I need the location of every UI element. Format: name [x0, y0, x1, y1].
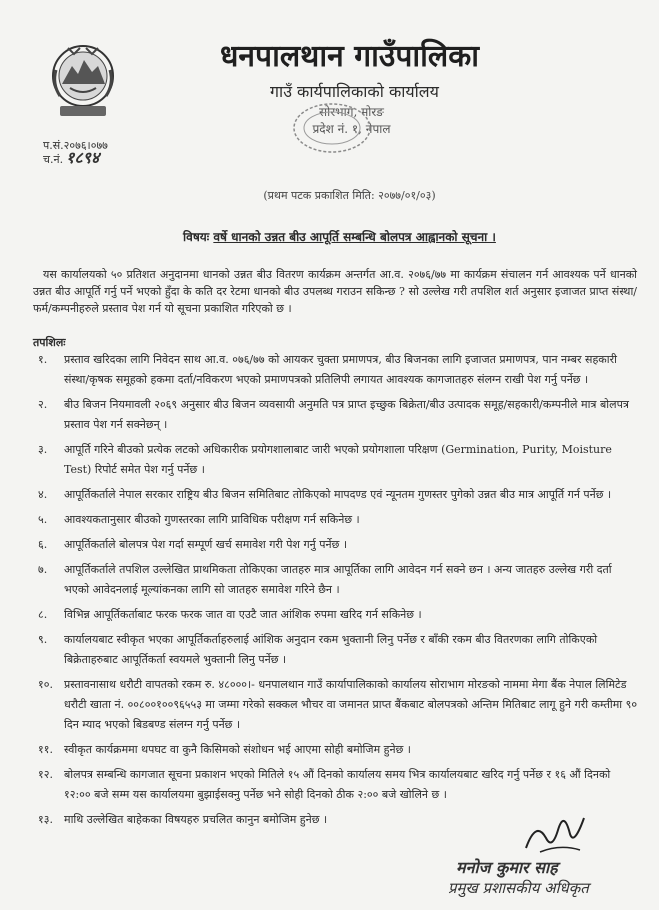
item-text: कार्यालयबाट स्वीकृत भएका आपूर्तिकर्ताहरुलाई आंशिक अनुदान रकम भुक्तानी लिनु पर्नेछ र बाँकी रकम बीउ वितरणका लागि तोकिएको बिक्रेताहरुबाट आपूर्तिकर्ता स्वयमले भुक्तानी लिनु पर्नेछ ।: [64, 633, 598, 666]
reference-number: प.सं.२०७६।०७७: [43, 139, 108, 152]
item-text: विभिन्न आपूर्तिकर्ताबाट फरक फरक जात वा एउटै जात आंशिक रुपमा खरिद गर्न सकिनेछ ।: [64, 608, 422, 621]
dispatch-label: च.नं.: [43, 153, 64, 166]
item-text: माथि उल्लेखित बाहेकका विषयहरु प्रचलित कानुन बमोजिम हुनेछ ।: [64, 813, 328, 826]
subject-text: वर्षे धानको उन्नत बीउ आपूर्ति सम्बन्धि बोलपत्र आह्वानको सूचना ।: [213, 230, 496, 244]
conditions-heading: तपशिलः: [33, 336, 66, 349]
item-text: आवश्यकतानुसार बीउको गुणस्तरका लागि प्राविधिक परीक्षण गर्न सकिनेछ ।: [64, 513, 360, 526]
office-stamp-icon: [290, 100, 374, 156]
notice-subject: [0, 228, 659, 245]
list-item: [38, 395, 638, 435]
municipality-title: धनपालथान गाउँपालिका: [219, 39, 480, 74]
item-text: आपूर्तिकर्ताले बोलपत्र पेश गर्दा सम्पूर्ण खर्च समावेश गरी पेश गर्नु पर्नेछ ।: [64, 538, 348, 551]
item-text: बीउ बिजन नियमावली २०६९ अनुसार बीउ बिजन व्यवसायी अनुमति पत्र प्राप्त इच्छुक बिक्रेता/बीउ उत्पादक समूह/सहकारी/कम्पनीले मात्र बोलपत्र प्रस्ताव पेश गर्न सक्नेछन् ।: [64, 398, 629, 431]
item-number: १.: [38, 353, 48, 366]
intro-paragraph: यस कार्यालयको ५० प्रतिशत अनुदानमा धानको उन्नत बीउ वितरण कार्यक्रम अन्तर्गत आ.व. २०७६/७७ मा कार्यक्रम संचालन गर्न आवश्यक पर्ने धानको उन्नत बीउ आपूर्ति गर्नु पर्ने भएको हुँदा के कति दर रेटमा धानको बीउ उपलब्ध गराउन सकिन्छ ? सो उल्लेख गरी तपशिल शर्त अनुसार इजाजत प्राप्त संस्था/फर्म/कम्पनीहरुले प्रस्ताव पेश गर्न यो सूचना प्रकाशित गरिएको छ ।: [33, 268, 637, 315]
item-text: स्वीकृत कार्यक्रममा थपघट वा कुनै किसिमको संशोधन भई आएमा सोही बमोजिम हुनेछ ।: [64, 743, 411, 756]
list-item: [38, 765, 638, 805]
list-item: [38, 630, 638, 670]
item-number: २.: [38, 398, 48, 411]
list-item: [38, 560, 638, 600]
item-number: ८.: [38, 608, 48, 621]
list-item: [38, 440, 638, 480]
list-item: [38, 350, 638, 390]
address-line-1: सोरभाग, मोरङ: [319, 105, 384, 119]
publication-date: (प्रथम पटक प्रकाशित मिति: २०७७/०१/०३): [263, 189, 436, 202]
item-text: आपूर्तिकर्ताले तपशिल उल्लेखित प्राथमिकता तोकिएका जातहरु मात्र आपूर्तिका लागि आवेदन गर्न सक्ने छन । अन्य जातहरु उल्लेख गरी दर्ता भएको आवेदनलाई मूल्यांकनका लागि सो जातहरु समावेश गरिने छैन ।: [64, 563, 612, 596]
item-number: ६.: [38, 538, 48, 551]
signatory-designation: प्रमुख प्रशासकीय अधिकृत: [448, 879, 589, 897]
list-item: [38, 535, 638, 555]
list-item: [38, 510, 638, 530]
item-number: १३.: [38, 813, 53, 826]
item-number: ११.: [38, 743, 53, 756]
item-number: ९.: [38, 633, 48, 646]
item-number: ३.: [38, 443, 48, 456]
signatory-name: मनोज कुमार साह: [456, 858, 558, 877]
item-text: आपूर्ति गरिने बीउको प्रत्येक लटको अधिकारीक प्रयोगशालाबाट जारी भएको प्रयोगशाला परिक्षण (Germination, Purity, Moisture Test) रिपोर्ट समेत पेश गर्नु पर्नेछ ।: [64, 443, 612, 476]
item-text: बोलपत्र सम्बन्धि कागजात सूचना प्रकाशन भएको मितिले १५ औं दिनको कार्यालय समय भित्र कार्यालयबाट खरिद गर्नु पर्नेछ र १६ औं दिनको १२:०० बजे सम्म यस कार्यालयमा बुझाईसक्नु पर्नेछ भने सोही दिनको ठीक २:०० बजे खोलिने छ ।: [64, 768, 611, 801]
conditions-list: [38, 350, 638, 835]
item-text: प्रस्ताव खरिदका लागि निवेदन साथ आ.व. ०७६/७७ को आयकर चुक्ता प्रमाणपत्र, बीउ बिजनका लागि इजाजत प्रमाणपत्र, पान नम्बर सहकारी संस्था/कृषक समूहको हकमा दर्ता/नविकरण भएको प्रमाणपत्रको प्रतिलिपी लगायत आवश्यक कागजातहरु संलग्न राखी पेश गर्नु पर्नेछ ।: [64, 353, 617, 386]
address-line-2: प्रदेश नं. १, नेपाल: [312, 122, 391, 136]
signature-icon: [520, 800, 590, 860]
list-item: [38, 675, 638, 735]
item-text: प्रस्तावनासाथ धरौटी वापतको रकम रु. ४८०००।- धनपालथान गाउँ कार्यापालिकाको कार्यालय सोराभाग मोरङको नाममा मेगा बैंक नेपाल लिमिटेड धरौटी खाता नं. ००८००१००९६५५३ मा जम्मा गरेको सक्कल भौचर वा जमानत प्राप्त बैंकबाट बोलपत्रको अन्तिम मितिबाट लागू हुने गरी कम्तीमा ९० दिन म्याद भएको बिडबण्ड संलग्न गर्नु पर्नेछ ।: [64, 678, 638, 731]
list-item: [38, 740, 638, 760]
list-item: [38, 605, 638, 625]
item-number: ७.: [38, 563, 48, 576]
subject-label: विषयः: [183, 230, 210, 244]
item-text: आपूर्तिकर्ताले नेपाल सरकार राष्ट्रिय बीउ बिजन समितिबाट तोकिएको मापदण्ड एवं न्यूनतम गुणस्तर पुगेको उन्नत बीउ मात्र आपूर्ति गर्न पर्नेछ ।: [64, 488, 612, 501]
item-number: ४.: [38, 488, 48, 501]
list-item: [38, 485, 638, 505]
item-number: ५.: [38, 513, 48, 526]
item-number: १२.: [38, 768, 53, 781]
item-number: १०.: [38, 678, 53, 691]
dispatch-number: १८९४: [66, 148, 100, 167]
office-subtitle: गाउँ कार्यपालिकाको कार्यालय: [270, 82, 439, 101]
